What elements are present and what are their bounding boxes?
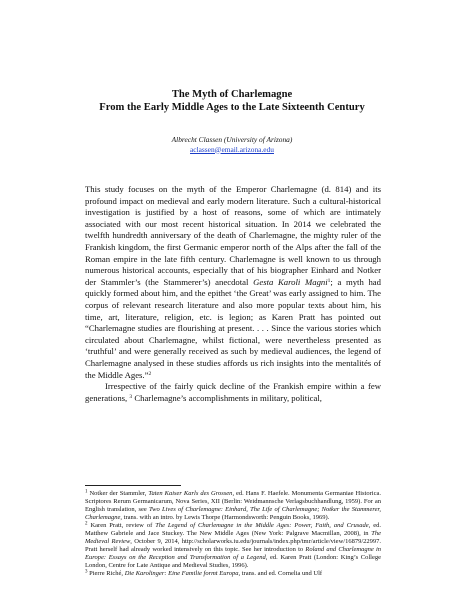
footnotes [85,490,381,579]
footnote-3-text-c: , trans. and ed. Cornelia und Ulf [238,570,323,578]
footnote-ref-3[interactable]: 3 [129,393,133,400]
footnote-1 [85,490,381,522]
footnote-2-intro-title: Roland and Charlemagne in Europe: Essays on the Reception and Transformation of a Legend [85,546,382,562]
gesta-karoli-title: Gesta Karoli Magni [253,276,328,287]
footnote-separator [85,485,181,486]
footnote-1-text-c: , ed. Hans F. Haefele. Monumenta Germaniae Historica. Scriptores Rerum Germanicarum, Nova Series, XII (Berlin: Weidmannsche Verlagsbuchhandlung, 1959). For an English translation, see [85,490,381,514]
footnote-1-text-a: Notker der Stammler, [87,490,149,497]
footnote-3-book-title: Die Karolinger: Eine Familie formt Europa [124,570,239,578]
title-block [0,88,464,114]
footnote-1-text-e: , trans. with an intro. by Lewis Thorpe (Harmondsworth: Penguin Books, 1969). [120,514,330,522]
paragraph-2-text-b: Charlemagne’s accomplishments in military, political, [132,392,322,403]
footnote-2 [85,522,381,570]
footnote-3-text-a: Pierre Riché, [87,570,125,578]
footnote-2-text-g: , ed. Karen Pratt (London: King’s College London, Centre for Late Antique and Medieval Studies, 1996). [85,554,381,570]
body-text [85,184,381,404]
footnote-1-translation-title: Two Lives of Charlemagne: Einhard, The Life of Charlemagne; Notker the Stammerer, Charlemagne [85,506,381,522]
footnote-2-text-e: , October 9, 2014, http://scholarworks.iu.edu/journals/index.php/tmr/article/view/16879/22997. Pratt herself had already worked intensively on this topic. See her introduction to [85,538,381,554]
footnote-1-title: Taten Kaiser Karls des Grossen [148,490,233,497]
author-name: Albrecht Classen (University of Arizona) [171,135,293,144]
paragraph-2 [85,381,381,404]
footnote-1-number: 1 [85,489,88,495]
paragraph-1-text-c: ; a myth had quickly formed about him, and the epithet ‘the Great’ was early assigned to him. The corpus of relevant research literature and also more popular texts about him, his time, art, literature, religion, etc. is legion; as Karen Pratt has pointed out “Charlemagne studies are flourishing at present. . . . Since the various stories which circulated about Charlemagne, whilst fictional, were nevertheless presented as ‘truthful’ and were generally received as such by medieval audiences, the legend of Charlemagne analysed in these studies affords us rich insights into the mentalités of the Middle Ages.” [85,276,381,380]
paper-subtitle: From the Early Middle Ages to the Late Sixteenth Century [99,102,365,113]
footnote-2-text-a: Karen Pratt, review of [87,522,156,530]
author-block [0,135,464,154]
footnote-3-number: 3 [85,569,88,575]
footnote-3 [85,570,381,578]
footnote-2-text-c: , ed. Matthew Gabriele and Jace Stuckey. The New Middle Ages (New York: Palgrave Macmillan, 2008), in [85,522,381,538]
author-email-link[interactable]: aclassen@email.arizona.edu [190,144,274,154]
paragraph-1 [85,184,381,381]
footnote-ref-1[interactable]: 1 [327,277,331,284]
paragraph-1-text-a: This study focuses on the myth of the Emperor Charlemagne (d. 814) and its profound impact on medieval and early modern literature. Such a cultural-historical investigation is justified by a host of reasons, some of which are intimately associated with our most recent historical situation. In 2014 we celebrated the twelfth hundredth anniversary of the death of Charlemagne, the mighty ruler of the Frankish kingdom, the first Germanic emperor north of the Alps after the fall of the Roman empire in the late fifth century. Charlemagne is well known to us through numerous historical accounts, especially that of his biographer Einhard and Notker der Stammler’s (the Stammerer’s) anecdotal [85,184,381,287]
footnote-2-journal-title: The Medieval Review [85,530,381,546]
footnote-2-number: 2 [85,521,88,527]
paper-title: The Myth of Charlemagne [171,89,293,100]
paragraph-2-text-a: Irrespective of the fairly quick decline of the Frankish empire within a few generations, [85,381,381,403]
footnote-2-book-title: The Legend of Charlemagne in the Middle Ages: Power, Faith, and Crusade [155,522,369,530]
footnote-ref-2[interactable]: 2 [148,370,152,377]
